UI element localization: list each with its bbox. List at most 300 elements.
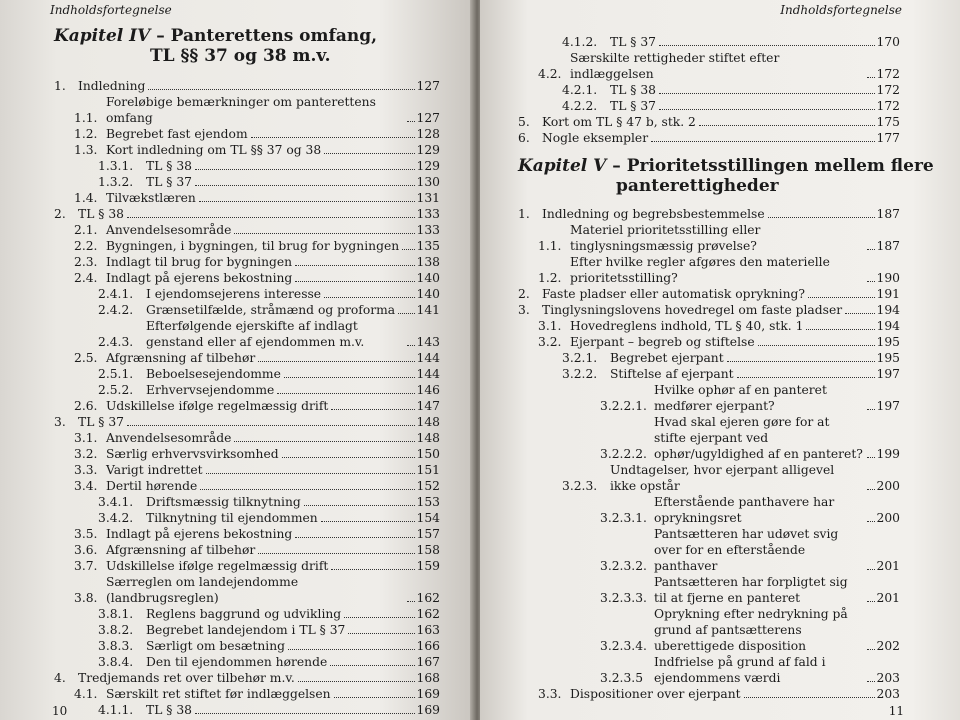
toc-entry-page: 169 xyxy=(416,703,440,717)
toc-entry-number: 1.4. xyxy=(74,191,98,205)
toc-entry-page: 200 xyxy=(876,511,900,525)
running-head: Indholdsfortegnelse xyxy=(50,3,172,17)
toc-entry xyxy=(54,462,440,478)
toc-entry xyxy=(54,430,440,446)
toc-entry xyxy=(54,622,440,638)
toc-entry xyxy=(54,174,440,190)
toc-entry-number: 2.3. xyxy=(74,255,98,269)
toc-leader-dots xyxy=(744,697,875,698)
toc-leader-dots xyxy=(867,281,875,282)
toc-entry-number: 3.7. xyxy=(74,559,98,573)
toc-leader-dots xyxy=(127,217,415,218)
toc-entry-title: Afgrænsning af tilbehør xyxy=(106,543,256,557)
toc-entry-page: 200 xyxy=(876,479,900,493)
toc-leader-dots xyxy=(737,377,875,378)
toc-entry-title: I ejendomsejerens interesse xyxy=(146,287,322,301)
toc-entry-page: 187 xyxy=(876,239,900,253)
toc-entry-number: 1.1. xyxy=(74,111,98,125)
toc-entry-title: Afgrænsning af tilbehør xyxy=(106,351,256,365)
toc-entry-title: Varigt indrettet xyxy=(106,463,203,477)
toc-entry-title: Tredjemands ret over tilbehør m.v. xyxy=(78,671,295,685)
toc-entry xyxy=(54,190,440,206)
toc-entry-page: 140 xyxy=(416,287,440,301)
toc-entry-page: 195 xyxy=(876,335,900,349)
toc-entry-title: Tinglysningslovens hovedregel om faste pladser xyxy=(542,303,843,317)
toc-leader-dots xyxy=(407,121,415,122)
toc-entry xyxy=(54,206,440,222)
toc-entry xyxy=(518,286,900,302)
toc-entry-number: 3.3. xyxy=(74,463,98,477)
toc-entry xyxy=(518,318,900,334)
toc-entry-number: 3.8. xyxy=(74,591,98,605)
toc-entry xyxy=(54,302,440,318)
toc-leader-dots xyxy=(867,409,875,410)
toc-entry xyxy=(518,526,900,574)
toc-entry xyxy=(54,670,440,686)
toc-entry-number: 1. xyxy=(518,207,530,221)
toc-entry xyxy=(518,494,900,526)
toc-entry-title: Anvendelsesområde xyxy=(106,431,232,445)
toc-entry-page: 166 xyxy=(416,639,440,653)
toc-entry-title: TL § 38 xyxy=(78,207,124,221)
chapter-title xyxy=(518,156,938,196)
toc-entry-page: 152 xyxy=(416,479,440,493)
toc-entry-page: 151 xyxy=(416,463,440,477)
toc-entry xyxy=(54,142,440,158)
toc-entry-page: 202 xyxy=(876,639,900,653)
right-page xyxy=(480,0,960,720)
toc-entry-number: 4.1.1. xyxy=(98,703,134,717)
toc-entry-page: 194 xyxy=(876,303,900,317)
toc-entry-title: Oprykning efter nedrykning på grund af pantsætterens uberettigede disposition xyxy=(654,607,848,653)
toc-entry-page: 167 xyxy=(416,655,440,669)
toc-entry-title: Udskillelse ifølge regelmæssig drift xyxy=(106,399,329,413)
toc-entry-page: 138 xyxy=(416,255,440,269)
toc-leader-dots xyxy=(407,345,415,346)
toc-leader-dots xyxy=(321,521,415,522)
toc-entry-page: 199 xyxy=(876,447,900,461)
toc-entry-number: 3.2.3.1. xyxy=(600,511,647,525)
toc-entry-number: 3.2.2.1. xyxy=(600,399,647,413)
toc-leader-dots xyxy=(199,201,415,202)
toc-entry-title: TL § 37 xyxy=(146,175,192,189)
toc-entry-title: Indfrielse på grund af fald i ejendommens værdi xyxy=(654,655,826,685)
toc-entry-page: 127 xyxy=(416,79,440,93)
toc-entry-number: 2.5.2. xyxy=(98,383,134,397)
toc-leader-dots xyxy=(407,601,415,602)
toc-entry-page: 154 xyxy=(416,511,440,525)
toc-entry-number: 2. xyxy=(54,207,66,221)
toc-leader-dots xyxy=(758,345,875,346)
toc-leader-dots xyxy=(324,153,414,154)
toc-entry-title: Pantsætteren har forpligtet sig til at fjerne en panteret xyxy=(654,575,848,605)
toc-entry-page: 131 xyxy=(416,191,440,205)
toc-leader-dots xyxy=(234,233,414,234)
toc-entry-title: Reglens baggrund og udvikling xyxy=(146,607,342,621)
toc-entry xyxy=(518,82,900,98)
toc-leader-dots xyxy=(251,137,415,138)
toc-entry-title: TL § 37 xyxy=(610,35,656,49)
toc-entry-title: Bygningen, i bygningen, til brug for bygningen xyxy=(106,239,400,253)
toc-entry-page: 162 xyxy=(416,591,440,605)
toc-entry-number: 4.2.1. xyxy=(562,83,598,97)
toc-entry xyxy=(54,350,440,366)
toc-entry-number: 3.2. xyxy=(74,447,98,461)
toc-entry-page: 147 xyxy=(416,399,440,413)
toc-leader-dots xyxy=(867,569,875,570)
chapter-label: Kapitel IV xyxy=(54,26,151,46)
toc-entry xyxy=(518,254,900,286)
toc-leader-dots xyxy=(867,649,875,650)
toc-entry-number: 4. xyxy=(54,671,66,685)
toc-leader-dots xyxy=(808,297,875,298)
toc-entry xyxy=(518,114,900,130)
toc-entry-title: Særligt om besætning xyxy=(146,639,286,653)
toc-entry xyxy=(518,130,900,146)
toc-entry-title: Stiftelse af ejerpant xyxy=(610,367,734,381)
toc-entry-page: 159 xyxy=(416,559,440,573)
toc-leader-dots xyxy=(659,45,875,46)
toc-entry-page: 143 xyxy=(416,335,440,349)
running-head: Indholdsfortegnelse xyxy=(780,3,902,17)
toc-leader-dots xyxy=(127,425,415,426)
toc-leader-dots xyxy=(206,473,415,474)
toc-entry xyxy=(54,494,440,510)
toc-entry-page: 150 xyxy=(416,447,440,461)
toc-list xyxy=(518,206,900,702)
toc-entry-title: Beboelsesejendomme xyxy=(146,367,281,381)
toc-entry-number: 2.4.1. xyxy=(98,287,134,301)
toc-entry-number: 3.2.3.2. xyxy=(600,559,647,573)
toc-leader-dots xyxy=(324,297,414,298)
toc-entry xyxy=(54,238,440,254)
toc-entry-page: 130 xyxy=(416,175,440,189)
toc-entry-number: 1.3.2. xyxy=(98,175,134,189)
toc-entry-page: 187 xyxy=(876,207,900,221)
toc-entry-title: TL § 38 xyxy=(146,703,192,717)
chapter-title-line1: – Panterettens omfang, xyxy=(150,26,377,46)
toc-entry-number: 4.2. xyxy=(538,67,562,81)
toc-entry-number: 3.2.2. xyxy=(562,367,598,381)
toc-entry xyxy=(54,542,440,558)
toc-entry-title: Pantsætteren har udøvet svig over for en efterstående panthaver xyxy=(654,527,839,573)
toc-leader-dots xyxy=(867,521,875,522)
toc-entry-page: 201 xyxy=(876,559,900,573)
toc-entry-page: 133 xyxy=(416,207,440,221)
toc-entry-page: 135 xyxy=(416,239,440,253)
toc-entry-page: 177 xyxy=(876,131,900,145)
toc-entry-number: 3.1. xyxy=(74,431,98,445)
toc-entry-number: 3.4. xyxy=(74,479,98,493)
toc-entry xyxy=(54,414,440,430)
toc-entry-title: TL § 37 xyxy=(78,415,124,429)
toc-entry-title: Særlig erhvervsvirksomhed xyxy=(106,447,279,461)
toc-entry xyxy=(54,158,440,174)
toc-entry xyxy=(518,302,900,318)
toc-entry-page: 203 xyxy=(876,671,900,685)
toc-entry-number: 4.1.2. xyxy=(562,35,598,49)
toc-entry-title: Efterstående panthavere har oprykningsret xyxy=(654,495,835,525)
toc-entry-title: Begrebet ejerpant xyxy=(610,351,724,365)
toc-entry-page: 201 xyxy=(876,591,900,605)
toc-entry-page: 127 xyxy=(416,111,440,125)
toc-entry-number: 3.5. xyxy=(74,527,98,541)
chapter-title-line2: panterettigheder xyxy=(616,176,779,196)
toc-entry-title: Indlagt på ejerens bekostning xyxy=(106,527,293,541)
toc-entry xyxy=(54,398,440,414)
toc-entry xyxy=(518,574,900,606)
toc-entry-page: 195 xyxy=(876,351,900,365)
toc-entry-number: 3.4.2. xyxy=(98,511,134,525)
toc-entry-number: 3.6. xyxy=(74,543,98,557)
toc-entry-title: Indlagt på ejerens bekostning xyxy=(106,271,293,285)
toc-entry-title: Grænsetilfælde, stråmænd og proforma xyxy=(146,303,396,317)
toc-leader-dots xyxy=(258,361,414,362)
toc-entry-title: TL § 38 xyxy=(610,83,656,97)
toc-entry xyxy=(54,270,440,286)
toc-entry-page: 203 xyxy=(876,687,900,701)
toc-entry-page: 172 xyxy=(876,67,900,81)
toc-list xyxy=(54,78,440,718)
toc-leader-dots xyxy=(334,697,415,698)
toc-entry-title: Materiel prioritetsstilling eller tinglysningsmæssig prøvelse? xyxy=(570,223,761,253)
toc-entry xyxy=(54,654,440,670)
toc-entry-page: 163 xyxy=(416,623,440,637)
toc-entry xyxy=(54,94,440,126)
toc-leader-dots xyxy=(295,281,414,282)
toc-entry-title: Foreløbige bemærkninger om panterettens omfang xyxy=(106,95,376,125)
chapter-title xyxy=(54,26,454,66)
toc-entry-title: Anvendelsesområde xyxy=(106,223,232,237)
toc-entry xyxy=(54,478,440,494)
toc-entry-number: 3.2.3.4. xyxy=(600,639,647,653)
toc-entry xyxy=(54,606,440,622)
toc-entry-number: 1.2. xyxy=(74,127,98,141)
toc-entry-title: TL § 38 xyxy=(146,159,192,173)
toc-entry-page: 169 xyxy=(416,687,440,701)
toc-entry xyxy=(518,98,900,114)
toc-leader-dots xyxy=(806,329,874,330)
toc-leader-dots xyxy=(258,553,414,554)
toc-entry-page: 128 xyxy=(416,127,440,141)
toc-entry-page: 144 xyxy=(416,367,440,381)
toc-entry-title: Undtagelser, hvor ejerpant alligevel ikke opstår xyxy=(610,463,835,493)
toc-leader-dots xyxy=(867,249,875,250)
toc-leader-dots xyxy=(200,489,414,490)
toc-entry xyxy=(54,446,440,462)
toc-entry xyxy=(518,382,900,414)
toc-leader-dots xyxy=(288,649,414,650)
toc-entry-page: 148 xyxy=(416,431,440,445)
toc-entry-page: 170 xyxy=(876,35,900,49)
toc-leader-dots xyxy=(867,601,875,602)
toc-entry xyxy=(54,222,440,238)
toc-leader-dots xyxy=(304,505,415,506)
toc-entry xyxy=(518,50,900,82)
toc-leader-dots xyxy=(867,77,875,78)
toc-entry xyxy=(518,206,900,222)
left-page xyxy=(0,0,474,720)
toc-entry-title: Hovedreglens indhold, TL § 40, stk. 1 xyxy=(570,319,804,333)
toc-entry xyxy=(518,414,900,462)
toc-entry-number: 6. xyxy=(518,131,530,145)
toc-leader-dots xyxy=(277,393,414,394)
toc-entry-number: 1.1. xyxy=(538,239,562,253)
toc-entry-number: 3.2.3. xyxy=(562,479,598,493)
toc-entry-title: Hvilke ophør af en panteret medfører ejerpant? xyxy=(654,383,827,413)
toc-entry-page: 175 xyxy=(876,115,900,129)
toc-entry-title: Særskilte rettigheder stiftet efter indlæggelsen xyxy=(570,51,780,81)
chapter-title-line1: – Prioritetsstillingen mellem flere xyxy=(606,156,934,176)
toc-entry-number: 1.3. xyxy=(74,143,98,157)
toc-leader-dots xyxy=(348,633,414,634)
toc-entry-number: 3.2.2.2. xyxy=(600,447,647,461)
toc-entry-title: Indledning xyxy=(78,79,146,93)
toc-entry-number: 2.2. xyxy=(74,239,98,253)
toc-leader-dots xyxy=(845,313,874,314)
toc-entry-page: 197 xyxy=(876,399,900,413)
toc-leader-dots xyxy=(659,93,875,94)
toc-leader-dots xyxy=(699,125,875,126)
toc-entry-page: 144 xyxy=(416,351,440,365)
toc-entry-number: 5. xyxy=(518,115,530,129)
toc-entry-number: 3.8.3. xyxy=(98,639,134,653)
toc-entry xyxy=(518,350,900,366)
toc-entry-title: Ejerpant – begreb og stiftelse xyxy=(570,335,755,349)
toc-leader-dots xyxy=(282,457,415,458)
toc-entry-number: 2.4. xyxy=(74,271,98,285)
toc-leader-dots xyxy=(398,313,414,314)
toc-entry-number: 2.1. xyxy=(74,223,98,237)
toc-entry-number: 1.2. xyxy=(538,271,562,285)
toc-entry xyxy=(518,334,900,350)
toc-entry-page: 157 xyxy=(416,527,440,541)
toc-entry-title: Tilknytning til ejendommen xyxy=(146,511,318,525)
page-number: 11 xyxy=(888,704,904,718)
toc-leader-dots xyxy=(402,249,414,250)
toc-entry-page: 148 xyxy=(416,415,440,429)
toc-entry xyxy=(54,574,440,606)
toc-entry-page: 194 xyxy=(876,319,900,333)
toc-entry xyxy=(54,510,440,526)
toc-leader-dots xyxy=(234,441,414,442)
toc-entry-page: 141 xyxy=(416,303,440,317)
toc-leader-dots xyxy=(659,109,875,110)
toc-entry-title: Dertil hørende xyxy=(106,479,198,493)
chapter-label: Kapitel V xyxy=(518,156,607,176)
toc-leader-dots xyxy=(344,617,414,618)
toc-leader-dots xyxy=(867,681,875,682)
toc-leader-dots xyxy=(651,141,874,142)
toc-entry-page: 162 xyxy=(416,607,440,621)
toc-entry-number: 3. xyxy=(518,303,530,317)
toc-entry-number: 3.8.1. xyxy=(98,607,134,621)
toc-entry-number: 2.4.3. xyxy=(98,335,134,349)
toc-entry-page: 168 xyxy=(416,671,440,685)
toc-entry-title: Nogle eksempler xyxy=(542,131,649,145)
toc-entry-page: 197 xyxy=(876,367,900,381)
toc-entry-page: 129 xyxy=(416,159,440,173)
toc-leader-dots xyxy=(284,377,415,378)
toc-entry-title: Særreglen om landejendomme (landbrugsreglen) xyxy=(106,575,299,605)
toc-entry-page: 190 xyxy=(876,271,900,285)
toc-entry-title: Dispositioner over ejerpant xyxy=(570,687,741,701)
toc-entry-number: 3.8.4. xyxy=(98,655,134,669)
toc-entry-title: TL § 37 xyxy=(610,99,656,113)
toc-entry-number: 3.8.2. xyxy=(98,623,134,637)
toc-entry-title: Kort om TL § 47 b, stk. 2 xyxy=(542,115,696,129)
toc-leader-dots xyxy=(148,89,414,90)
toc-entry-page: 172 xyxy=(876,83,900,97)
toc-entry-title: Kort indledning om TL §§ 37 og 38 xyxy=(106,143,322,157)
toc-entry-page: 191 xyxy=(876,287,900,301)
toc-entry-page: 146 xyxy=(416,383,440,397)
toc-entry-title: Hvad skal ejeren gøre for at stifte ejerpant ved ophør/ugyldighed af en panteret? xyxy=(654,415,863,461)
toc-leader-dots xyxy=(867,457,875,458)
toc-entry xyxy=(518,686,900,702)
toc-entry-number: 2.5. xyxy=(74,351,98,365)
toc-entry-number: 3.4.1. xyxy=(98,495,134,509)
toc-entry-number: 1.3.1. xyxy=(98,159,134,173)
toc-leader-dots xyxy=(195,185,415,186)
toc-entry-page: 133 xyxy=(416,223,440,237)
toc-entry xyxy=(54,366,440,382)
toc-entry-number: 4.1. xyxy=(74,687,98,701)
toc-leader-dots xyxy=(331,569,414,570)
toc-entry-title: Faste pladser eller automatisk oprykning? xyxy=(542,287,805,301)
chapter-title-line2: TL §§ 37 og 38 m.v. xyxy=(150,46,331,66)
toc-entry-number: 2.5.1. xyxy=(98,367,134,381)
toc-entry-number: 3.3. xyxy=(538,687,562,701)
toc-entry-number: 3.1. xyxy=(538,319,562,333)
toc-entry-title: Efterfølgende ejerskifte af indlagt genstand eller af ejendommen m.v. xyxy=(146,319,365,349)
toc-entry-page: 153 xyxy=(416,495,440,509)
toc-entry xyxy=(518,462,900,494)
toc-entry xyxy=(54,558,440,574)
toc-entry-title: Begrebet landejendom i TL § 37 xyxy=(146,623,346,637)
toc-entry-number: 2.6. xyxy=(74,399,98,413)
toc-entry xyxy=(54,702,440,718)
toc-entry-page: 172 xyxy=(876,99,900,113)
toc-entry-number: 2. xyxy=(518,287,530,301)
toc-entry-number: 3.2. xyxy=(538,335,562,349)
toc-entry xyxy=(518,222,900,254)
toc-entry xyxy=(54,126,440,142)
toc-entry-number: 4.2.2. xyxy=(562,99,598,113)
toc-leader-dots xyxy=(867,489,875,490)
toc-entry-title: Den til ejendommen hørende xyxy=(146,655,328,669)
toc-entry-title: Udskillelse ifølge regelmæssig drift xyxy=(106,559,329,573)
toc-entry-title: Begrebet fast ejendom xyxy=(106,127,248,141)
toc-entry-number: 2.4.2. xyxy=(98,303,134,317)
toc-entry-title: Tilvækstlæren xyxy=(106,191,196,205)
toc-leader-dots xyxy=(195,169,415,170)
toc-entry-number: 3.2.3.3. xyxy=(600,591,647,605)
toc-leader-dots xyxy=(727,361,875,362)
toc-entry-number: 3.2.1. xyxy=(562,351,598,365)
toc-leader-dots xyxy=(331,409,414,410)
toc-entry xyxy=(54,286,440,302)
toc-leader-dots xyxy=(295,537,414,538)
toc-entry xyxy=(518,606,900,654)
toc-entry xyxy=(54,254,440,270)
toc-leader-dots xyxy=(298,681,415,682)
toc-entry xyxy=(518,654,900,686)
toc-entry-page: 158 xyxy=(416,543,440,557)
toc-entry xyxy=(518,366,900,382)
toc-entry xyxy=(54,638,440,654)
toc-entry xyxy=(54,382,440,398)
